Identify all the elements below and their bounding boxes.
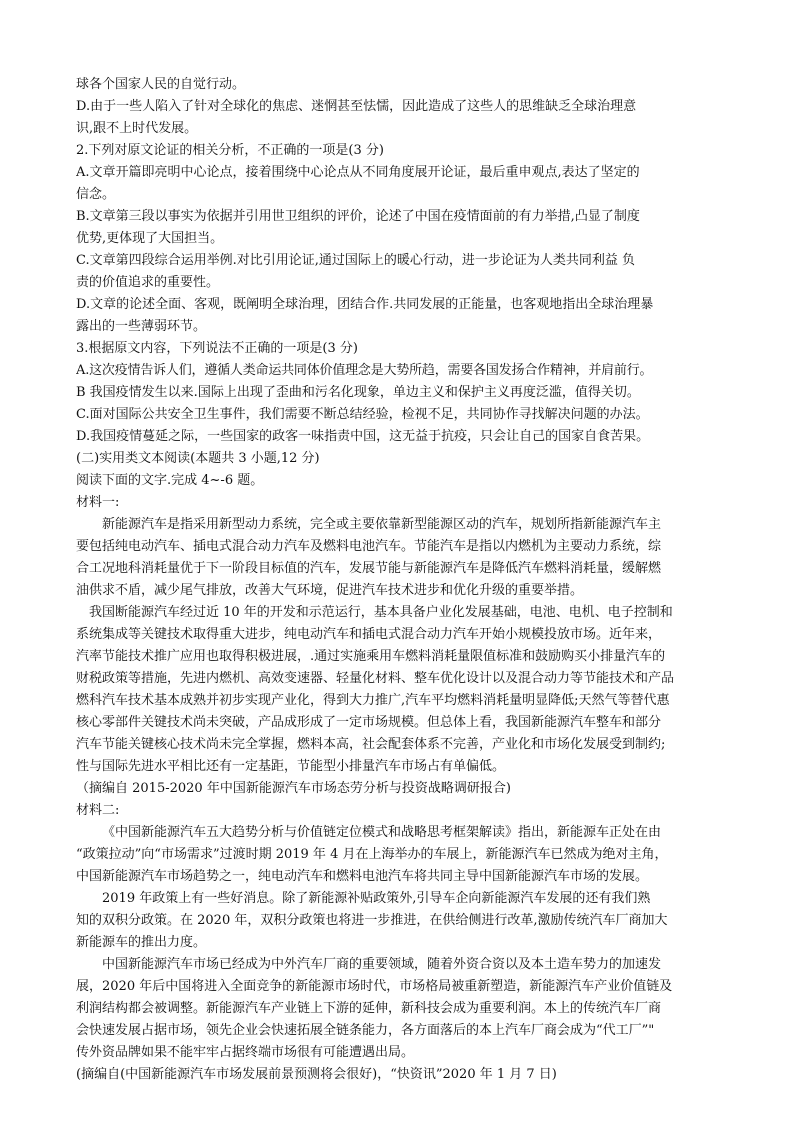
- option-a-line: A.文章开篇即亮明中心论点，接着围绕中心论点从不同角度展开论证，最后重申观点,表达了坚定的: [76, 165, 640, 180]
- paragraph-line: 油供求不盾，减少尾气排放，改善大气环境，促进汽车技术进步和优化升级的重要举措。: [76, 583, 584, 598]
- source-citation: (摘编自(中国新能源汽车市场发展前景预测将会很好)，“快资讯”2020 年 1 月 7 日): [76, 1067, 557, 1082]
- paragraph-line: 我国断能源汽车经过近 10 年的开发和示范运行，基本具备户业化发展基础，电池、电机、电子控制和: [89, 605, 673, 620]
- option-d-line: D.我国疫情蔓延之际，一些国家的政客一味指责中国，这无益于抗疫，只会让自己的国家自食苦果。: [76, 429, 650, 444]
- instruction-line: 阅读下面的文字.完成 4~-6 题。: [76, 473, 264, 488]
- question-3-heading: 3.根据原文内容，下列说法不正确的一项是(3 分): [76, 341, 358, 356]
- option-d-line: D.文章的论述全面、客观，既阐明全球治理，团结合作.共同发展的正能量，也客观地指出全球治理暴: [76, 297, 654, 312]
- material-1-label: 材料一:: [76, 495, 120, 510]
- question-2-heading: 2.下列对原文论证的相关分析，不正确的一项是(3 分): [76, 143, 384, 158]
- option-b-line: B 我国疫情发生以来.国际上出现了歪曲和污名化现象，单边主义和保护主义再度泛滥，值得关切。: [76, 385, 640, 400]
- text-line: 露出的一些薄弱环节。: [76, 319, 207, 334]
- paragraph-line: 2019 年政策上有一些好消息。除了新能源补贴政策外,引导车企向新能源汽车发展的还有我们熟: [102, 891, 651, 906]
- text-line: 信念。: [76, 187, 116, 202]
- paragraph-line: 汽车节能关键核心技术尚未完全掌握，燃料本高，社会配套体系不完善，产业化和市场化发展受到制约;: [76, 737, 666, 752]
- paragraph-line: 会快速发展占据市场，领先企业会快速拓展全链条能力，各方面落后的本上汽车厂商会成为“代工厂”": [76, 1023, 655, 1038]
- paragraph-line: 知的双积分政策。在 2020 年，双积分政策也将进一步推进，在供给侧进行改革,激励传统汽车厂商加大: [76, 913, 668, 928]
- paragraph-line: 利润结构都会被调整。新能源汽车产业链上下游的延伸，新科技会成为重要利润。本上的传统汽车厂商: [76, 1001, 662, 1016]
- paragraph-line: 合工况地科消耗量优于下一阶段目标值的汽车，发展节能与新能源汽车是降低汽车燃料消耗量，缓解燃: [76, 561, 662, 576]
- text-line: 责的价值追求的重要性。: [76, 275, 220, 290]
- text-line: 优势,更体现了大国担当。: [76, 231, 224, 246]
- paragraph-line: 中国新能源汽车市场趋势之一，纯电动汽车和燃料电池汽车将共同主导中国新能源汽车市场的发展。: [76, 869, 649, 884]
- paragraph-line: 新能源车的推出力度。: [76, 935, 207, 950]
- paragraph-line: 新能源汽车是指采用新型动力系统，完全或主要依靠新型能源区动的汽车，规划所指新能源汽车主: [102, 517, 662, 532]
- material-2-label: 材料二:: [76, 803, 120, 818]
- paragraph-line: 传外资品牌如果不能牢牢占据终端市场很有可能遭遇出局。: [76, 1045, 415, 1060]
- paragraph-line: 展，2020 年后中国将进入全面竞争的新能源市场时代，市场格局被重新塑造，新能源汽车产业价值链及: [76, 979, 673, 994]
- text-line: 识,跟不上时代发展。: [76, 121, 198, 136]
- paragraph-line: 核心零部件关键技术尚未突破，产品成形成了一定市场规模。但总体上看，我国新能源汽车整车和部分: [76, 715, 662, 730]
- paragraph-line: 财税政策等措施，先进内燃机、高效变速器、轻量化材料、整车优化设计以及混合动力等节能技术和产品: [76, 671, 675, 686]
- paragraph-line: 《中国新能源汽车五大趋势分析与价值链定位模式和战略思考框架解读》指出，新能源车正处在由: [102, 825, 662, 840]
- paragraph-line: 汽率节能技术推广应用也取得积极进展，.通过实施乘用车燃料消耗量限值标准和鼓励购买小排量汽车的: [76, 649, 666, 664]
- paragraph-line: 系统集成等关键技术取得重大进步，纯电动汽车和插电式混合动力汽车开始小规模投放市场。近年来，: [76, 627, 662, 642]
- paragraph-line: “政策拉动”向“市场需求”过渡时期 2019 年 4 月在上海举办的车展上，新能源汽车已然成为绝对主角，: [76, 847, 668, 862]
- section-heading: (二)实用类文本阅读(本题共 3 小题,12 分): [76, 451, 320, 466]
- text-line: 球各个国家人民的自觉行动。: [76, 77, 246, 92]
- option-c-line: C.文章第四段综合运用举例.对比引用论证,通过国际上的暖心行动，进一步论证为人类共同利益 负: [76, 253, 636, 268]
- paragraph-line: 中国新能源汽车市场已经成为中外汽车厂商的重要领域，随着外资合资以及本土造车势力的加速发: [102, 957, 662, 972]
- option-b-line: B.文章第三段以事实为依据并引用世卫组织的评价，论述了中国在疫情面前的有力举措,凸显了制度: [76, 209, 640, 224]
- option-a-line: A.这次疫情告诉人们，遵循人类命运共同体价值理念是大势所趋，需要各国发扬合作精神，并肩前行。: [76, 363, 653, 378]
- paragraph-line: 要包括纯电动汽车、插电式混合动力汽车及燃料电池汽车。节能汽车是指以内燃机为主要动力系统，综: [76, 539, 662, 554]
- source-citation: （摘编自 2015-2020 年中国新能源汽车市场态劳分析与投资战略调研报合): [76, 781, 511, 796]
- option-c-line: C.面对国际公共安全卫生事件，我们需要不断总结经验，检视不足，共同协作寻找解决问题的办法。: [76, 407, 649, 422]
- paragraph-line: 性与国际先进水平相比还有一定基距，节能型小排量汽车市场占有单偏低。: [76, 759, 506, 774]
- document-page: [76, 74, 726, 1086]
- paragraph-line: 燃科汽车技术基本成熟并初步实现产业化，得到大力推广,汽车平均燃料消耗量明显降低;天然气等替代惠: [76, 693, 670, 708]
- option-d-line: D.由于一些人陷入了针对全球化的焦虑、迷惘甚至怯懦，因此造成了这些人的思维缺乏全球治理意: [76, 99, 637, 114]
